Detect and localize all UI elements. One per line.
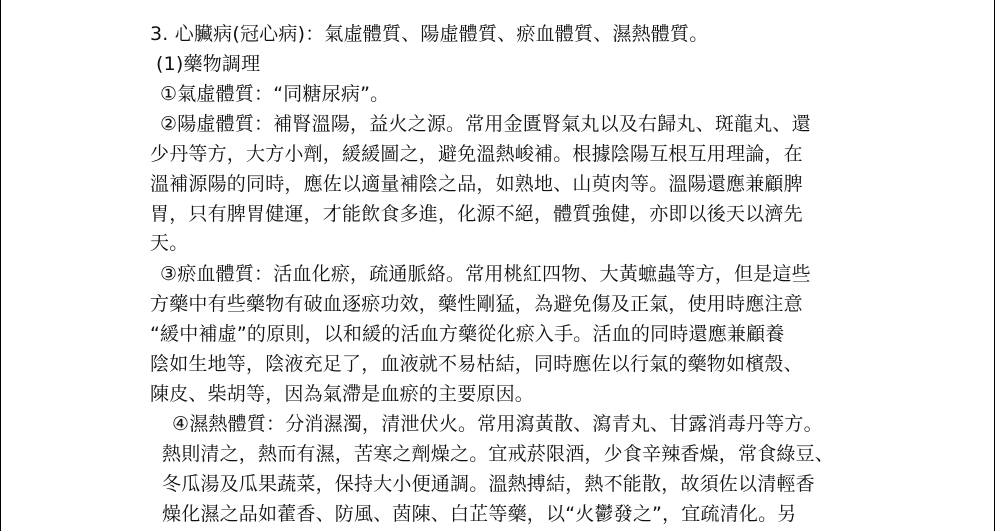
blood-stasis-line: 方藥中有些藥物有破血逐瘀功效，藥性剛猛，為避免傷及正氣，使用時應注意: [150, 293, 803, 315]
blood-stasis-line: “緩中補虛”的原則，以和緩的活血方藥從化瘀入手。活血的同時還應兼顧養: [150, 323, 785, 345]
subsection-heading: (1)藥物調理: [156, 53, 261, 75]
blood-stasis-line: ③瘀血體質：活血化瘀，疏通脈絡。常用桃紅四物、大黃蟅蟲等方，但是這些: [160, 263, 811, 285]
damp-heat-line: ④濕熱體質：分消濕濁，清泄伏火。常用瀉黃散、瀉青丸、甘露消毒丹等方。: [172, 413, 823, 435]
qi-deficiency-item: ①氣虛體質：“同糖尿病”。: [160, 83, 390, 105]
damp-heat-line: 冬瓜湯及瓜果蔬菜，保持大小便通調。溫熱搏結，熱不能散，故須佐以清輕香: [162, 473, 815, 495]
damp-heat-line: 熱則清之，熱而有濕，苦寒之劑燥之。宜戒菸限酒，少食辛辣香燥，常食綠豆、: [162, 443, 835, 465]
blood-stasis-line: 陰如生地等，陰液充足了，血液就不易枯結，同時應佐以行氣的藥物如檳殼、: [150, 353, 803, 375]
page-left-border: [0, 0, 1, 531]
section-heading: 3. 心臟病(冠心病)：氣虛體質、陽虛體質、瘀血體質、濕熱體質。: [150, 23, 709, 45]
yang-deficiency-line: 胃，只有脾胃健運，才能飲食多進，化源不絕，體質強健，亦即以後天以濟先: [150, 203, 803, 225]
yang-deficiency-line: ②陽虛體質：補腎溫陽，益火之源。常用金匱腎氣丸以及右歸丸、斑龍丸、還: [160, 113, 811, 135]
blood-stasis-line: 陳皮、柴胡等，因為氣滯是血瘀的主要原因。: [150, 383, 535, 405]
yang-deficiency-line: 溫補源陽的同時，應佐以適量補陰之品，如熟地、山萸肉等。溫陽還應兼顧脾: [150, 173, 803, 195]
yang-deficiency-line: 少丹等方，大方小劑，緩緩圖之，避免溫熱峻補。根據陰陽互根互用理論，在: [150, 143, 803, 165]
page-right-border: [994, 0, 995, 531]
yang-deficiency-line: 天。: [150, 232, 189, 254]
damp-heat-line: 燥化濕之品如藿香、防風、茵陳、白芷等藥，以“火鬱發之”，宜疏清化。另: [162, 503, 797, 525]
